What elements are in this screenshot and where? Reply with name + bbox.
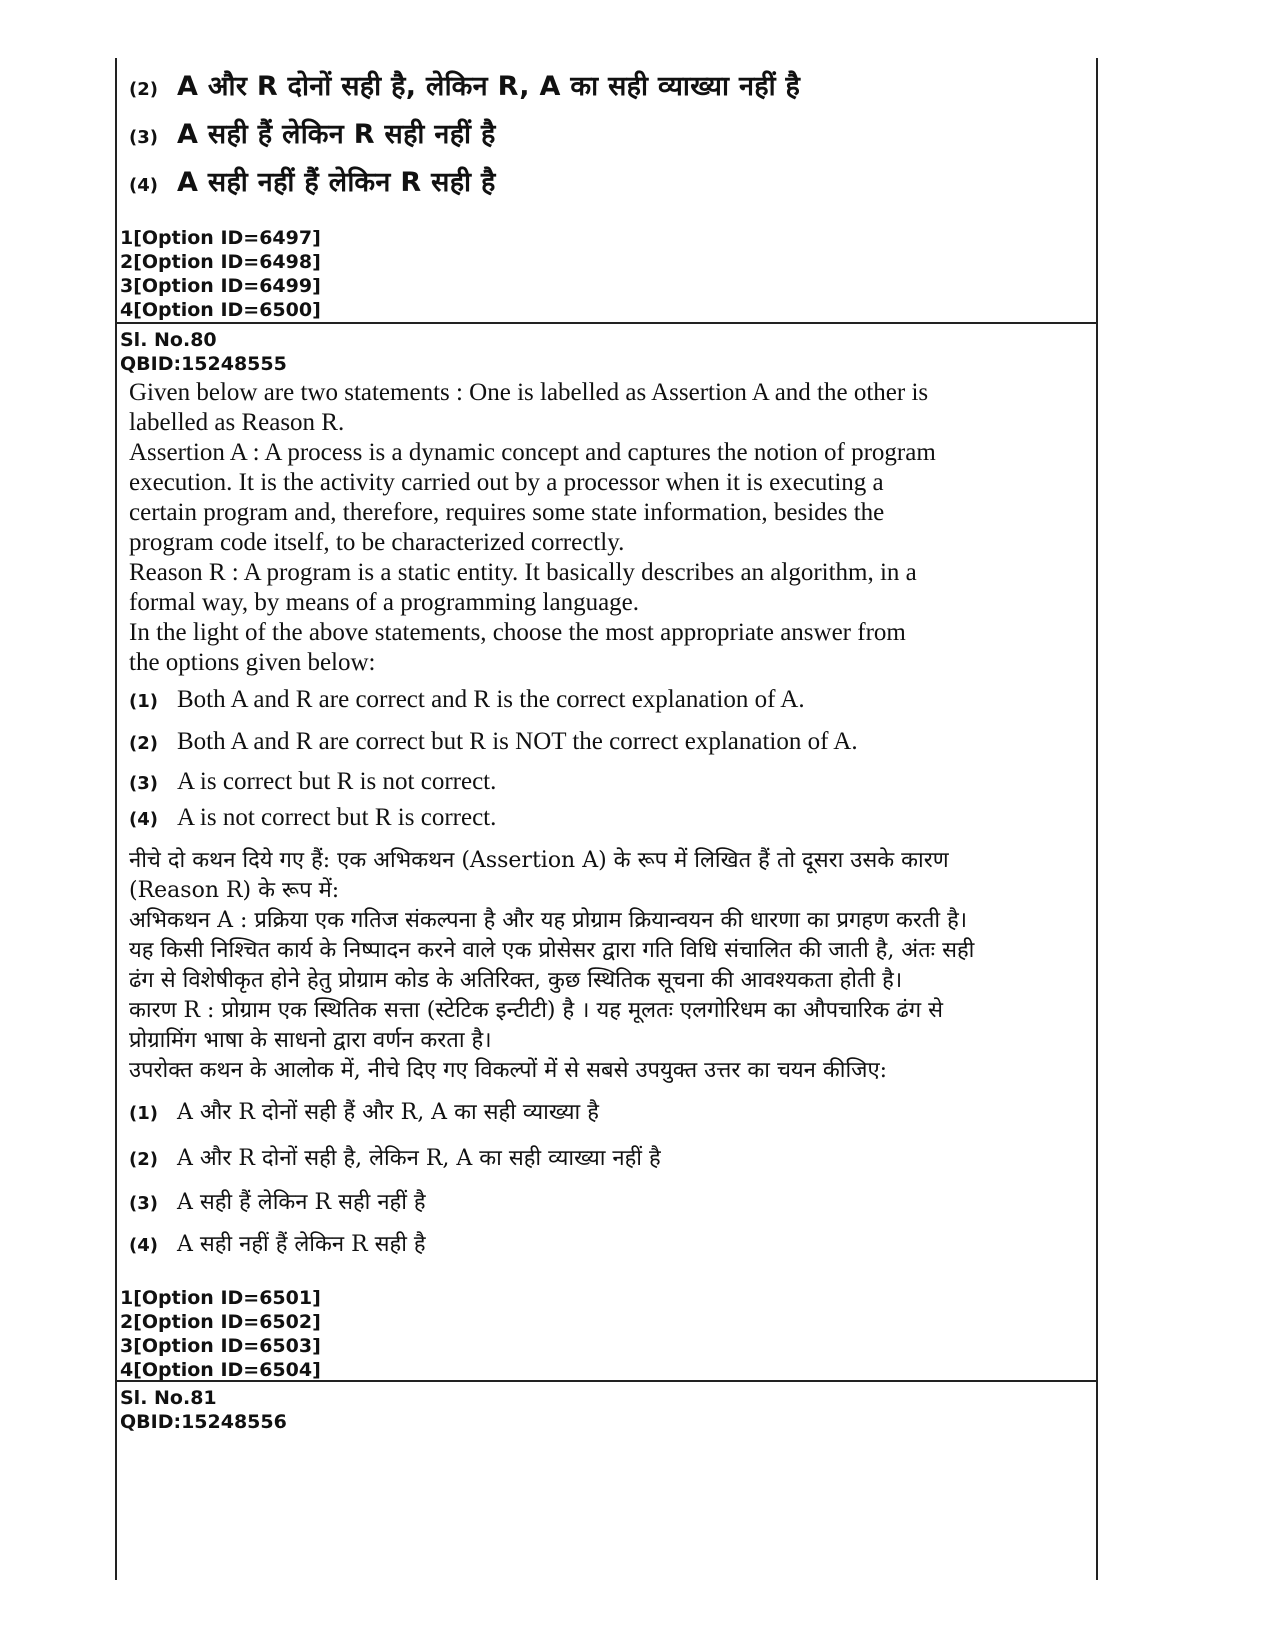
option-2-hi (129, 1142, 661, 1172)
statement-line: Given below are two statements : One is labelled as Assertion A and the other is (129, 379, 929, 406)
option-number: (3) (129, 773, 158, 794)
statement-line: the options given below: (129, 649, 376, 676)
prev-option-4-hi (129, 162, 496, 199)
statement-line: formal way, by means of a programming language. (129, 589, 640, 616)
option-text: Both A and R are correct and R is the correct explanation of A. (177, 686, 805, 713)
option-number: (4) (129, 809, 158, 830)
option-3-en (129, 768, 496, 796)
option-id-line: 4[Option ID=6504] (120, 1359, 321, 1381)
prev-option-3-hi (129, 114, 496, 151)
qbid: QBID:15248556 (120, 1411, 287, 1433)
section-divider (117, 1380, 1096, 1382)
option-number: (3) (129, 1193, 158, 1214)
statement-line: In the light of the above statements, choose the most appropriate answer from (129, 619, 906, 646)
option-number: (1) (129, 691, 158, 712)
statement-line: Assertion A : A process is a dynamic concept and captures the notion of program (129, 439, 936, 466)
option-number: (2) (129, 733, 158, 754)
option-number: (2) (129, 1149, 158, 1170)
option-text: A और R दोनों सही है, लेकिन R, A का सही व्याख्या नहीं है (177, 71, 801, 102)
option-text: A सही हैं लेकिन R सही नहीं है (177, 119, 496, 150)
option-id-line: 2[Option ID=6502] (120, 1311, 321, 1333)
statement-line: Reason R : A program is a static entity. It basically describes an algorithm, in a (129, 559, 917, 586)
option-text: Both A and R are correct but R is NOT the correct explanation of A. (177, 728, 858, 755)
statement-line: program code itself, to be characterized correctly. (129, 529, 625, 556)
question-paper-sheet (115, 58, 1098, 1580)
option-number: (2) (129, 79, 158, 100)
question-80-statement-hi (129, 846, 1029, 1086)
serial-number: Sl. No.81 (120, 1387, 217, 1409)
qbid: QBID:15248555 (120, 353, 287, 375)
option-id-line: 3[Option ID=6499] (120, 275, 321, 297)
option-text: A is not correct but R is correct. (177, 804, 497, 831)
statement-line: अभिकथन A : प्रक्रिया एक गतिज संकल्पना है और यह प्रोग्राम क्रियान्वयन की धारणा का प्रगहण करती है। (129, 908, 968, 933)
statement-line: उपरोक्त कथन के आलोक में, नीचे दिए गए विकल्पों में से सबसे उपयुक्त उत्तर का चयन कीजिए: (129, 1058, 888, 1083)
option-id-line: 3[Option ID=6503] (120, 1335, 321, 1357)
question-81-header (117, 1386, 287, 1434)
option-text: A सही नहीं हैं लेकिन R सही है (177, 1232, 426, 1257)
option-number: (1) (129, 1103, 158, 1124)
option-text: A सही नहीं हैं लेकिन R सही है (177, 167, 496, 198)
option-2-en (129, 728, 858, 756)
option-id-line: 2[Option ID=6498] (120, 251, 321, 273)
question-80-header (117, 328, 287, 376)
option-1-hi (129, 1096, 599, 1126)
option-number: (4) (129, 1235, 158, 1256)
option-text: A और R दोनों सही हैं और R, A का सही व्याख्या है (177, 1100, 599, 1125)
option-text: A सही हैं लेकिन R सही नहीं है (177, 1190, 426, 1215)
question-80-statement-en (129, 378, 1029, 678)
option-id-line: 1[Option ID=6501] (120, 1287, 321, 1309)
option-number: (4) (129, 175, 158, 196)
question-80-option-ids (117, 1286, 321, 1382)
option-4-en (129, 804, 496, 832)
option-4-hi (129, 1228, 426, 1258)
statement-line: कारण R : प्रोग्राम एक स्थितिक सत्ता (स्टेटिक इन्टीटी) है । यह मूलतः एलगोरिधम का औपचारिक ढंग से (129, 998, 944, 1023)
statement-line: (Reason R) के रूप में: (129, 878, 340, 903)
option-3-hi (129, 1186, 426, 1216)
prev-option-2-hi (129, 66, 800, 103)
statement-line: प्रोग्रामिंग भाषा के साधनो द्वारा वर्णन करता है। (129, 1028, 492, 1053)
option-id-line: 1[Option ID=6497] (120, 227, 321, 249)
option-text: A और R दोनों सही है, लेकिन R, A का सही व्याख्या नहीं है (177, 1146, 661, 1171)
statement-line: certain program and, therefore, requires some state information, besides the (129, 499, 885, 526)
statement-line: execution. It is the activity carried out by a processor when it is executing a (129, 469, 884, 496)
option-number: (3) (129, 127, 158, 148)
statement-line: नीचे दो कथन दिये गए हैं: एक अभिकथन (Assertion A) के रूप में लिखित हैं तो दूसरा उसके कारण (129, 848, 949, 873)
option-id-line: 4[Option ID=6500] (120, 299, 321, 321)
option-text: A is correct but R is not correct. (177, 768, 497, 795)
section-divider (117, 322, 1096, 324)
statement-line: ढंग से विशेषीकृत होने हेतु प्रोग्राम कोड के अतिरिक्त, कुछ स्थितिक सूचना की आवश्यकता होती है। (129, 968, 903, 993)
statement-line: labelled as Reason R. (129, 409, 345, 436)
option-1-en (129, 686, 805, 714)
statement-line: यह किसी निश्चित कार्य के निष्पादन करने वाले एक प्रोसेसर द्वारा गति विधि संचालित की जाती है, अंतः सही (129, 938, 975, 963)
prev-question-option-ids (117, 226, 321, 322)
serial-number: Sl. No.80 (120, 329, 217, 351)
